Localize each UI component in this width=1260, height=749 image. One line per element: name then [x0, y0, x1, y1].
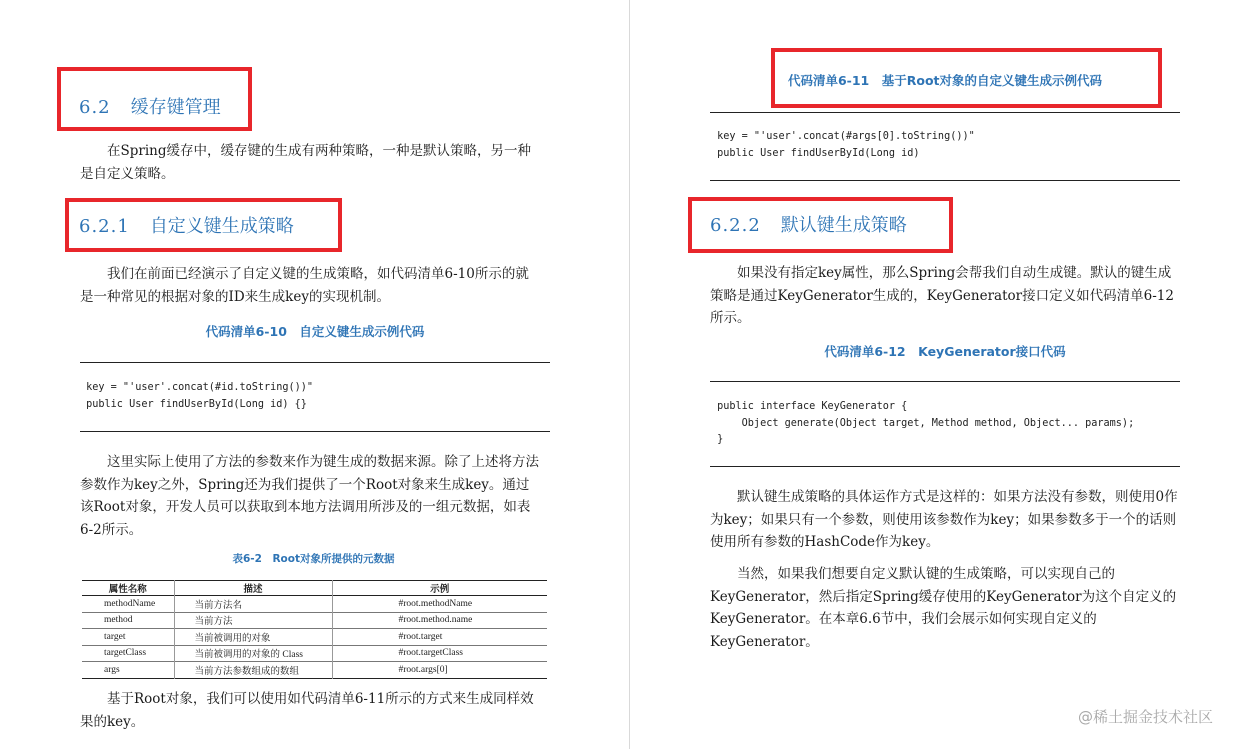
section-number: 6.2.2 [710, 215, 761, 236]
section-title: 自定义键生成策略 [149, 216, 294, 237]
table-cell: targetClass [82, 645, 174, 662]
table-cell: 当前方法名 [174, 596, 332, 613]
table-cell: #root.targetClass [398, 648, 463, 659]
listing-6-12-code: public interface KeyGenerator { Object generate(Object target, Method method, Object... params); } [717, 401, 1135, 445]
table-row [82, 612, 547, 629]
code-rule-bottom [710, 466, 1180, 467]
code-rule-top [710, 381, 1180, 382]
table-cell: method [82, 612, 174, 629]
watermark: @稀土掘金技术社区 [1078, 708, 1214, 726]
key-rules-paragraph: 默认键生成策略的具体运作方式是这样的：如果方法没有参数，则使用0作为key；如果只有一个参数，则使用该参数作为key；如果参数多于一个的话则使用所有参数的HashCode作为key。 [710, 489, 1178, 550]
root-metadata-table [82, 580, 547, 679]
table-row [82, 629, 547, 646]
root-key-paragraph: 基于Root对象，我们可以使用如代码清单6-11所示的方式来生成同样效果的key。 [80, 691, 534, 730]
section-title: 默认键生成策略 [780, 215, 907, 236]
table-header-cell: 示例 [430, 585, 450, 595]
code-rule-top [710, 112, 1180, 113]
table-cell: #root.args[0] [398, 664, 448, 675]
table-row [82, 645, 547, 662]
code-rule-top [80, 362, 550, 363]
right-page [631, 0, 1260, 749]
section-number: 6.2 [79, 97, 111, 118]
listing-6-11-caption: 代码清单6-11 基于Root对象的自定义键生成示例代码 [787, 73, 1103, 88]
table-row [82, 596, 547, 613]
section-heading-6-2-1 [79, 212, 294, 238]
custom-key-paragraph: 我们在前面已经演示了自定义键的生成策略，如代码清单6-10所示的就是一种常见的根据对象的ID来生成key的实现机制。 [80, 266, 529, 305]
section-number: 6.2.1 [79, 216, 130, 237]
intro-paragraph: 在Spring缓存中，缓存键的生成有两种策略，一种是默认策略，另一种是自定义策略。 [80, 143, 531, 182]
table-cell: 当前被调用的对象的 Class [174, 645, 332, 662]
table-header-row [82, 581, 547, 596]
table-row [82, 662, 547, 679]
custom-default-key-paragraph: 当然，如果我们想要自定义默认键的生成策略，可以实现自己的KeyGenerator，然后指定Spring缓存使用的KeyGenerator为这个自定义的KeyGenerator。在本章6.6节中，我们会展示如何实现自定义的KeyGenerator。 [710, 566, 1177, 650]
default-key-paragraph: 如果没有指定key属性，那么Spring会帮我们自动生成键。默认的键生成策略是通过KeyGenerator生成的，KeyGenerator接口定义如代码清单6-12所示。 [710, 265, 1174, 326]
listing-6-10-code: key = "'user'.concat(#id.toString())" public User findUserById(Long id) {} [86, 382, 314, 410]
table-cell: #root.methodName [398, 598, 473, 609]
listing-6-12-caption: 代码清单6-12 KeyGenerator接口代码 [824, 344, 1066, 359]
table-cell: methodName [82, 596, 174, 613]
listing-6-10-caption: 代码清单6-10 自定义键生成示例代码 [205, 324, 425, 339]
table-6-2-caption: 表6-2 Root对象所提供的元数据 [232, 553, 395, 565]
root-object-paragraph: 这里实际上使用了方法的参数来作为键生成的数据来源。除了上述将方法参数作为key之外，Spring还为我们提供了一个Root对象来生成key。通过该Root对象，开发人员可以获取到本地方法调用所涉及的一组元数据，如表6-2所示。 [80, 454, 539, 538]
table-cell: 当前方法参数组成的数组 [174, 662, 332, 679]
table-header-cell: 描述 [174, 581, 332, 596]
table-cell: 当前被调用的对象 [174, 629, 332, 646]
table-cell: #root.target [398, 631, 443, 642]
table-cell: args [82, 662, 174, 679]
section-heading-6-2 [79, 93, 221, 119]
table-header-cell: 属性名称 [82, 581, 174, 596]
table-cell: #root.method.name [398, 615, 473, 626]
code-rule-bottom [710, 180, 1180, 181]
left-page [0, 0, 629, 749]
table-cell: 当前方法 [174, 612, 332, 629]
code-rule-bottom [80, 431, 550, 432]
table-cell: target [82, 629, 174, 646]
listing-6-11-code: key = "'user'.concat(#args[0].toString())" public User findUserById(Long id) [717, 131, 975, 159]
section-heading-6-2-2 [710, 211, 907, 237]
page-gutter [629, 0, 630, 749]
section-title: 缓存键管理 [130, 97, 221, 118]
